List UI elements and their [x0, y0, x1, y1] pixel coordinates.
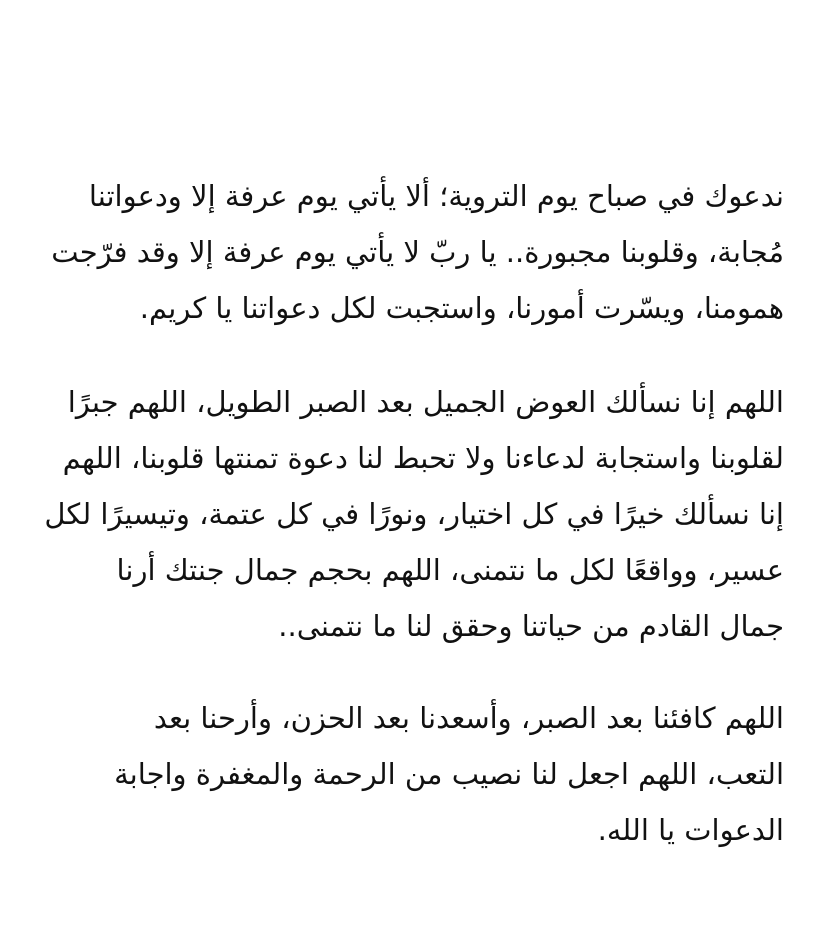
- paragraph-line: إنا نسألك خيرًا في كل اختيار، ونورًا في كل عتمة، وتيسيرًا لكل: [44, 497, 784, 531]
- paragraph-tarwiyah-prayer: [40, 168, 784, 336]
- paragraph-line: جمال القادم من حياتنا وحقق لنا ما نتمنى..: [278, 609, 784, 643]
- paragraph-line: مُجابة، وقلوبنا مجبورة.. يا ربّ لا يأتي يوم عرفة إلا وقد فرّجت: [51, 235, 784, 269]
- paragraph-line: عسير، وواقعًا لكل ما نتمنى، اللهم بحجم جمال جنتك أرنا: [116, 553, 784, 587]
- paragraph-line: ندعوك في صباح يوم التروية؛ ألا يأتي يوم عرفة إلا ودعواتنا: [88, 179, 784, 213]
- paragraph-line: اللهم كافئنا بعد الصبر، وأسعدنا بعد الحزن، وأرحنا بعد: [153, 701, 784, 735]
- paragraph-line: همومنا، ويسّرت أمورنا، واستجبت لكل دعواتنا يا كريم.: [139, 291, 784, 325]
- paragraph-compensation-prayer: [40, 374, 784, 654]
- paragraph-line: لقلوبنا واستجابة لدعاءنا ولا تحبط لنا دعوة تمنتها قلوبنا، اللهم: [62, 441, 784, 475]
- paragraph-reward-prayer: [40, 690, 784, 858]
- paragraph-line: التعب، اللهم اجعل لنا نصيب من الرحمة والمغفرة واجابة: [114, 757, 784, 791]
- paragraph-line: الدعوات يا الله.: [597, 813, 784, 847]
- paragraph-line: اللهم إنا نسألك العوض الجميل بعد الصبر الطويل، اللهم جبرًا: [67, 385, 784, 419]
